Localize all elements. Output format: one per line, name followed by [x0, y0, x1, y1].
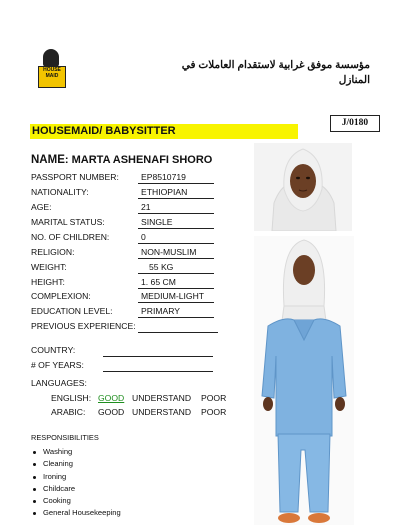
detail-row-age	[31, 201, 151, 213]
portrait-photo	[254, 143, 352, 231]
detail-value: NON-MUSLIM	[138, 246, 214, 259]
full-body-photo	[254, 236, 354, 525]
detail-label: COMPLEXION:	[31, 291, 91, 301]
english-good-option: GOOD	[98, 393, 125, 403]
detail-label: NO. OF CHILDREN:	[31, 232, 110, 242]
logo-box	[38, 66, 66, 88]
list-item: Childcare	[31, 483, 121, 495]
detail-row-children	[31, 231, 146, 243]
list-item: Washing	[31, 446, 121, 458]
detail-value: EP8510719	[138, 171, 214, 184]
detail-row-education	[31, 305, 180, 317]
detail-value: ETHIOPIAN	[138, 186, 214, 199]
detail-row-nationality	[31, 186, 188, 198]
experience-row-years	[31, 359, 84, 371]
detail-label: RELIGION:	[31, 247, 75, 257]
detail-label: NATIONALITY:	[31, 187, 89, 197]
list-item: Cleaning	[31, 458, 121, 470]
experience-label: COUNTRY:	[31, 345, 76, 355]
detail-value: 55 KG	[138, 261, 214, 274]
detail-label: EDUCATION LEVEL:	[31, 306, 113, 316]
detail-value: 21	[138, 201, 214, 214]
logo-text-2: MAID	[45, 73, 59, 79]
languages-label: LANGUAGES:	[31, 378, 87, 388]
agency-name-arabic: مؤسسة موفق غرابية لاستقدام العاملات في المنازل	[181, 59, 370, 86]
logo-text-1: HOUSE	[43, 67, 61, 73]
arabic-understand-option: UNDERSTAND	[132, 407, 192, 417]
detail-label: AGE:	[31, 202, 52, 212]
lang-name-english: ENGLISH:	[51, 393, 92, 403]
reference-number: J/0180	[330, 115, 380, 132]
list-item: Ironing	[31, 471, 121, 483]
detail-value: 0	[138, 231, 214, 244]
english-poor-option: POOR	[201, 393, 227, 403]
list-item: Cooking	[31, 495, 121, 507]
detail-label: MARITAL STATUS:	[31, 217, 105, 227]
lang-name-arabic: ARABIC:	[51, 407, 86, 417]
experience-value	[103, 359, 213, 372]
detail-value	[138, 320, 218, 333]
detail-row-weight	[31, 261, 174, 273]
responsibilities-list	[31, 446, 121, 520]
name-label: NAME	[31, 154, 65, 166]
full-body-illustration	[254, 236, 354, 525]
detail-value: PRIMARY	[138, 305, 214, 318]
experience-label: # OF YEARS:	[31, 360, 84, 370]
detail-row-marital-status	[31, 216, 173, 228]
experience-value	[103, 344, 213, 357]
english-understand-option: UNDERSTAND	[132, 393, 192, 403]
detail-label: WEIGHT:	[31, 262, 67, 272]
detail-value: MEDIUM-LIGHT	[138, 290, 214, 303]
list-item: General Housekeeping	[31, 507, 121, 519]
arabic-poor-option: POOR	[201, 407, 227, 417]
arabic-good-option: GOOD	[98, 407, 125, 417]
detail-label: PREVIOUS EXPERIENCE:	[31, 321, 136, 331]
portrait-illustration	[254, 143, 352, 231]
applicant-name: NAME: MARTA ASHENAFI SHORO	[31, 154, 213, 166]
detail-row-passport	[31, 171, 186, 183]
name-value: MARTA ASHENAFI SHORO	[71, 154, 213, 166]
detail-value: SINGLE	[138, 216, 214, 229]
responsibilities-heading: RESPONSIBILITIES	[31, 433, 99, 442]
detail-row-complexion	[31, 290, 205, 302]
detail-row-height	[31, 276, 176, 288]
detail-label: HEIGHT:	[31, 277, 65, 287]
agency-logo	[38, 49, 64, 87]
detail-row-religion	[31, 246, 197, 258]
detail-label: PASSPORT NUMBER:	[31, 172, 119, 182]
detail-row-previous-experience	[31, 320, 136, 332]
detail-value: 1. 65 CM	[138, 276, 214, 289]
logo-figure-icon	[43, 49, 59, 67]
position-title: HOUSEMAID/ BABYSITTER	[30, 124, 298, 139]
experience-row-country	[31, 344, 75, 356]
